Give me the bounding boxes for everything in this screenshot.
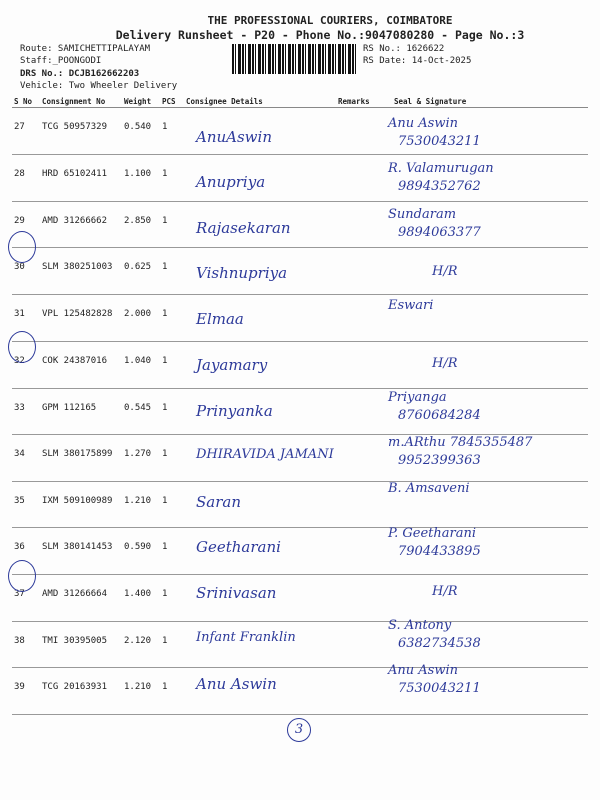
handwritten-consignee-name: Infant Franklin <box>196 630 296 645</box>
handwritten-circle-37 <box>8 560 36 592</box>
table-header-row <box>12 95 588 108</box>
weight-cell: 1.270 <box>122 435 160 482</box>
handwritten-circle-30 <box>8 231 36 263</box>
remarks-cell <box>336 202 392 248</box>
handwritten-signature: Priyanga <box>388 390 447 405</box>
handwritten-phone-number: 7530043211 <box>398 134 481 149</box>
handwritten-signature: H/R <box>432 356 458 371</box>
table-row <box>12 482 588 528</box>
consignment-cell: TMI 30395005 <box>40 622 122 668</box>
col-sno: S No <box>12 95 40 108</box>
staff-label: Staff:_POONGODI <box>20 56 102 66</box>
table-row <box>12 575 588 622</box>
handwritten-consignee-name: Elmaa <box>196 310 244 328</box>
handwritten-signature: P. Geetharani <box>388 526 476 541</box>
handwritten-phone-number: 9952399363 <box>398 453 481 468</box>
remarks-cell <box>336 668 392 715</box>
consignment-cell: SLM 380141453 <box>40 528 122 575</box>
route-label: Route: SAMICHETTIPALAYAM <box>20 44 151 54</box>
handwritten-signature: R. Valamurugan <box>388 161 494 176</box>
consignment-cell: AMD 31266664 <box>40 575 122 622</box>
weight-cell: 1.210 <box>122 482 160 528</box>
handwritten-consignee-name: Geetharani <box>196 538 281 556</box>
handwritten-phone-number: 9894063377 <box>398 225 481 240</box>
pcs-cell: 1 <box>160 435 184 482</box>
pcs-cell: 1 <box>160 668 184 715</box>
sno-cell: 33 <box>12 389 40 435</box>
sno-cell: 32 <box>12 342 40 389</box>
table-row <box>12 528 588 575</box>
pcs-cell: 1 <box>160 389 184 435</box>
table-row <box>12 389 588 435</box>
weight-cell: 1.040 <box>122 342 160 389</box>
sno-cell: 34 <box>12 435 40 482</box>
weight-cell: 1.400 <box>122 575 160 622</box>
consignment-cell: HRD 65102411 <box>40 155 122 202</box>
handwritten-phone-number: 7530043211 <box>398 681 481 696</box>
consignment-cell: SLM 380175899 <box>40 435 122 482</box>
rs-date: RS Date: 14-Oct-2025 <box>363 56 472 66</box>
table-row <box>12 108 588 155</box>
weight-cell: 1.210 <box>122 668 160 715</box>
sno-cell: 35 <box>12 482 40 528</box>
handwritten-consignee-name: Anupriya <box>196 173 266 191</box>
col-remarks: Remarks <box>336 95 392 108</box>
col-consignee: Consignee Details <box>184 95 336 108</box>
handwritten-signature: Anu Aswin <box>388 116 458 131</box>
sno-cell: 27 <box>12 108 40 155</box>
consignment-cell: COK 24387016 <box>40 342 122 389</box>
sno-cell: 30 <box>12 248 40 295</box>
runsheet-table <box>12 95 588 715</box>
pcs-cell: 1 <box>160 248 184 295</box>
page-number-mark: 3 <box>287 718 311 742</box>
table-row <box>12 248 588 295</box>
handwritten-signature: B. Amsaveni <box>388 481 470 496</box>
pcs-cell: 1 <box>160 622 184 668</box>
weight-cell: 2.000 <box>122 295 160 342</box>
remarks-cell <box>336 435 392 482</box>
handwritten-consignee-name: Jayamary <box>196 356 268 374</box>
weight-cell: 2.850 <box>122 202 160 248</box>
table-row <box>12 295 588 342</box>
weight-cell: 2.120 <box>122 622 160 668</box>
col-weight: Weight <box>122 95 160 108</box>
consignment-cell: SLM 380251003 <box>40 248 122 295</box>
table-row <box>12 668 588 715</box>
table-row <box>12 202 588 248</box>
weight-cell: 0.625 <box>122 248 160 295</box>
sno-cell: 29 <box>12 202 40 248</box>
sno-cell: 38 <box>12 622 40 668</box>
weight-cell: 0.590 <box>122 528 160 575</box>
handwritten-consignee-name: Rajasekaran <box>196 219 291 237</box>
table-row <box>12 155 588 202</box>
handwritten-consignee-name: Anu Aswin <box>196 675 277 693</box>
weight-cell: 0.545 <box>122 389 160 435</box>
handwritten-consignee-name: Srinivasan <box>196 584 277 602</box>
pcs-cell: 1 <box>160 342 184 389</box>
remarks-cell <box>336 482 392 528</box>
remarks-cell <box>336 155 392 202</box>
table-row <box>12 342 588 389</box>
table-row <box>12 622 588 668</box>
handwritten-phone-number: 7904433895 <box>398 544 481 559</box>
col-consignment: Consignment No <box>40 95 122 108</box>
drs-number: DRS No.: DCJB162662203 <box>20 69 140 79</box>
barcode <box>232 44 358 74</box>
company-title: THE PROFESSIONAL COURIERS, COIMBATORE <box>207 14 453 27</box>
handwritten-consignee-name: DHIRAVIDA JAMANI <box>196 447 334 462</box>
runsheet-subtitle: Delivery Runsheet - P20 - Phone No.:9047080280 - Page No.:3 <box>115 28 525 42</box>
weight-cell: 1.100 <box>122 155 160 202</box>
remarks-cell <box>336 622 392 668</box>
handwritten-circle-32 <box>8 331 36 363</box>
pcs-cell: 1 <box>160 155 184 202</box>
remarks-cell <box>336 108 392 155</box>
pcs-cell: 1 <box>160 295 184 342</box>
sno-cell: 39 <box>12 668 40 715</box>
handwritten-phone-number: 8760684284 <box>398 408 481 423</box>
remarks-cell <box>336 575 392 622</box>
vehicle-label: Vehicle: Two Wheeler Delivery <box>20 81 178 91</box>
weight-cell: 0.540 <box>122 108 160 155</box>
pcs-cell: 1 <box>160 482 184 528</box>
handwritten-signature: S. Antony <box>388 618 452 633</box>
remarks-cell <box>336 295 392 342</box>
sno-cell: 31 <box>12 295 40 342</box>
signature-cell <box>392 342 588 389</box>
pcs-cell: 1 <box>160 202 184 248</box>
sno-cell: 36 <box>12 528 40 575</box>
consignment-cell: GPM 112165 <box>40 389 122 435</box>
handwritten-phone-number: 6382734538 <box>398 636 481 651</box>
signature-cell <box>392 248 588 295</box>
col-pcs: PCS <box>160 95 184 108</box>
rs-number: RS No.: 1626622 <box>363 44 445 54</box>
handwritten-phone-number: 9894352762 <box>398 179 481 194</box>
handwritten-consignee-name: Vishnupriya <box>196 264 288 282</box>
handwritten-consignee-name: Saran <box>196 493 241 511</box>
remarks-cell <box>336 248 392 295</box>
consignment-cell: AMD 31266662 <box>40 202 122 248</box>
handwritten-consignee-name: Prinyanka <box>196 402 273 420</box>
handwritten-signature: Sundaram <box>388 207 457 222</box>
consignment-cell: TCG 20163931 <box>40 668 122 715</box>
col-seal-signature: Seal & Signature <box>392 95 588 108</box>
pcs-cell: 1 <box>160 528 184 575</box>
sno-cell: 28 <box>12 155 40 202</box>
remarks-cell <box>336 389 392 435</box>
consignment-cell: IXM 509100989 <box>40 482 122 528</box>
handwritten-signature: m.ARthu 7845355487 <box>388 435 533 450</box>
consignment-cell: VPL 125482828 <box>40 295 122 342</box>
remarks-cell <box>336 528 392 575</box>
handwritten-signature: Anu Aswin <box>388 663 458 678</box>
handwritten-signature: H/R <box>432 584 458 599</box>
pcs-cell: 1 <box>160 108 184 155</box>
consignment-cell: TCG 50957329 <box>40 108 122 155</box>
sno-cell: 37 <box>12 575 40 622</box>
pcs-cell: 1 <box>160 575 184 622</box>
handwritten-consignee-name: AnuAswin <box>196 128 272 146</box>
handwritten-signature: Eswari <box>388 298 434 313</box>
handwritten-signature: H/R <box>432 264 458 279</box>
remarks-cell <box>336 342 392 389</box>
signature-cell <box>392 575 588 622</box>
